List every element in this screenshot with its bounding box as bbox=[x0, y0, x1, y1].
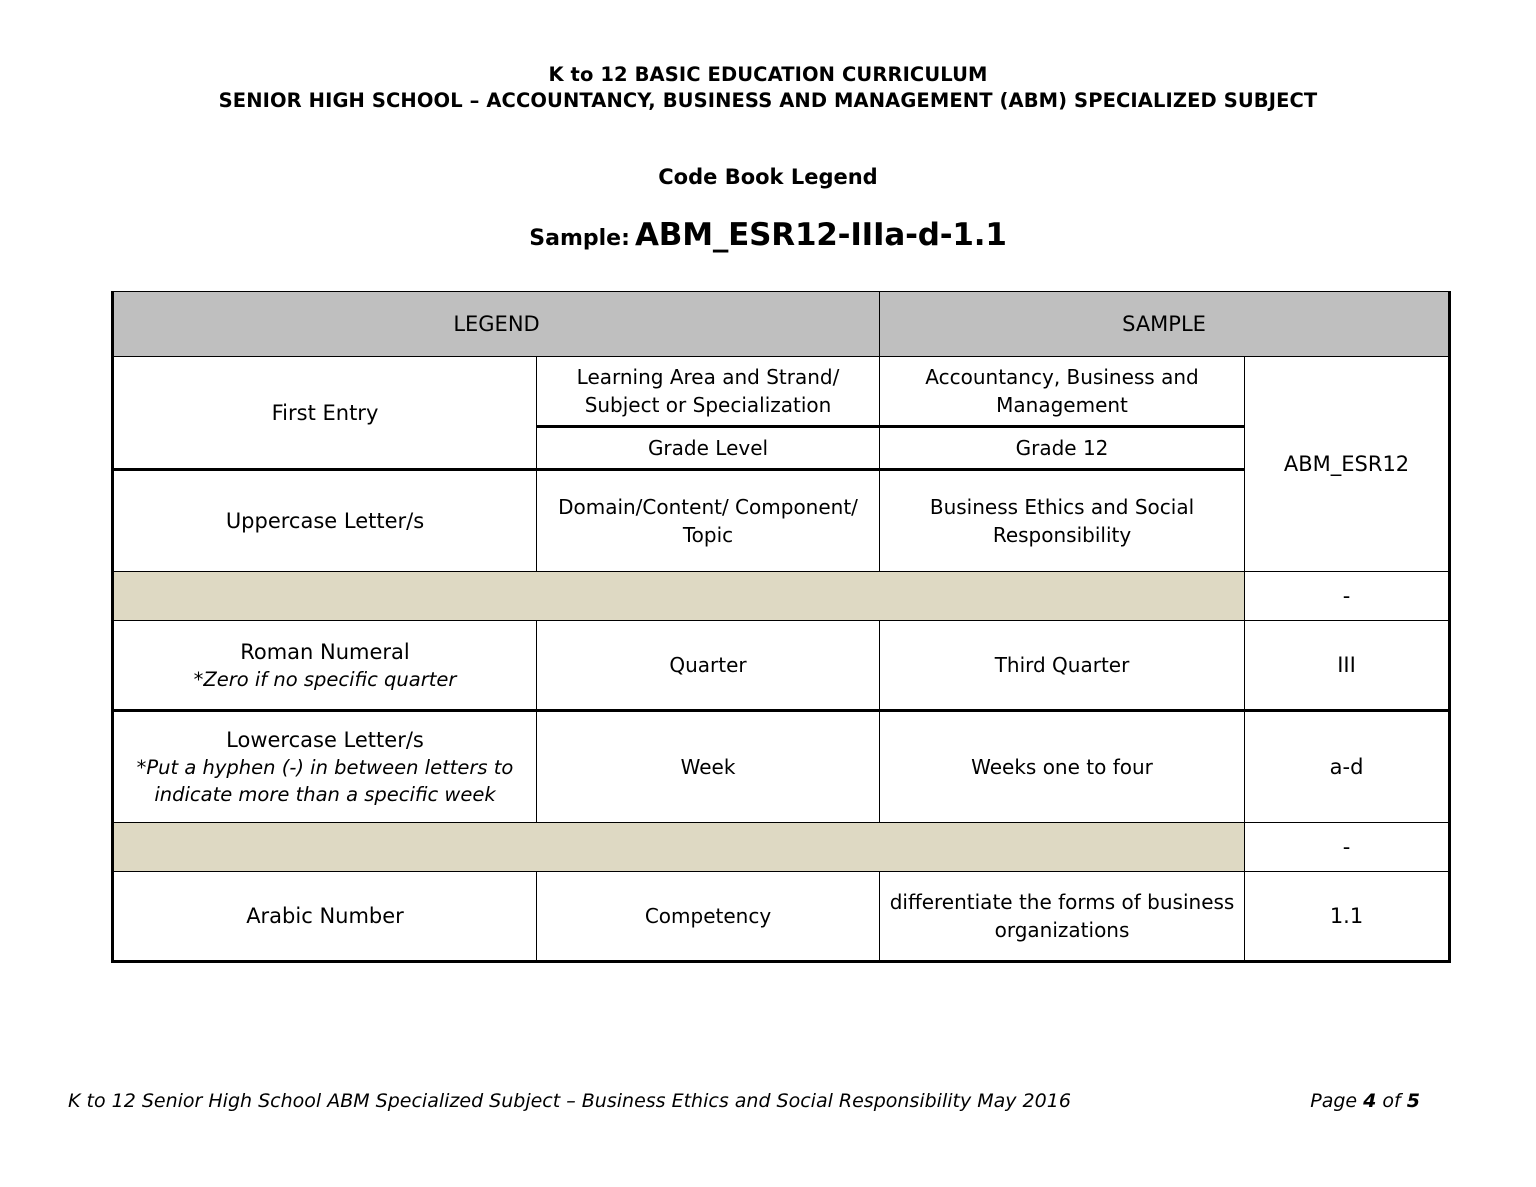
sample-value-competency: differentiate the forms of business organizations bbox=[880, 872, 1245, 962]
row-label-first-entry: First Entry bbox=[113, 357, 537, 470]
column-header-sample: SAMPLE bbox=[880, 292, 1450, 357]
legend-desc-domain-content: Domain/Content/ Component/ Topic bbox=[537, 470, 880, 572]
row-label-lowercase-letters bbox=[113, 711, 537, 823]
sample-code: ABM_ESR12-IIIa-d-1.1 bbox=[635, 217, 1007, 253]
page-title: Code Book Legend bbox=[658, 165, 878, 189]
table-row bbox=[113, 711, 1450, 823]
legend-desc-learning-area: Learning Area and Strand/ Subject or Specialization bbox=[537, 357, 880, 427]
row-note-lowercase-letters: *Put a hyphen (-) in between letters to indicate more than a specific week bbox=[136, 756, 514, 806]
footer-source-text: K to 12 Senior High School ABM Specialized Subject – Business Ethics and Social Responsibility May 2016 bbox=[68, 1090, 1071, 1112]
footer-page-total: 5 bbox=[1406, 1090, 1420, 1112]
sample-label: Sample: bbox=[529, 226, 630, 251]
footer-page-of: of bbox=[1376, 1090, 1407, 1112]
row-label-roman-numeral bbox=[113, 621, 537, 711]
sample-value-grade-level: Grade 12 bbox=[880, 427, 1245, 470]
row-label-roman-numeral-text: Roman Numeral bbox=[240, 639, 410, 664]
row-label-lowercase-letters-text: Lowercase Letter/s bbox=[226, 728, 424, 752]
table-row bbox=[113, 357, 1450, 427]
separator-fill-1 bbox=[113, 572, 1245, 621]
document-header bbox=[0, 62, 1536, 114]
sample-line bbox=[0, 215, 1536, 260]
row-label-arabic-number: Arabic Number bbox=[113, 872, 537, 962]
code-segment-hyphen-1: - bbox=[1245, 572, 1450, 621]
legend-desc-grade-level: Grade Level bbox=[537, 427, 880, 470]
sample-value-week: Weeks one to four bbox=[880, 711, 1245, 823]
table-separator-row bbox=[113, 572, 1450, 621]
code-segment-hyphen-2: - bbox=[1245, 823, 1450, 872]
code-segment-lowercase-letters: a-d bbox=[1245, 711, 1450, 823]
separator-fill-2 bbox=[113, 823, 1245, 872]
table-separator-row bbox=[113, 823, 1450, 872]
header-line-curriculum: K to 12 BASIC EDUCATION CURRICULUM bbox=[548, 63, 988, 86]
legend-table-container bbox=[111, 291, 1448, 963]
table-header-row bbox=[113, 292, 1450, 357]
row-label-uppercase-letters: Uppercase Letter/s bbox=[113, 470, 537, 572]
sample-value-quarter: Third Quarter bbox=[880, 621, 1245, 711]
code-segment-arabic-number: 1.1 bbox=[1245, 872, 1450, 962]
footer-page-number bbox=[1310, 1088, 1420, 1114]
code-segment-first-entry: ABM_ESR12 bbox=[1245, 357, 1450, 572]
row-note-roman-numeral: *Zero if no specific quarter bbox=[193, 667, 457, 691]
footer-page-prefix: Page bbox=[1310, 1090, 1364, 1112]
legend-desc-week: Week bbox=[537, 711, 880, 823]
sample-value-domain-content: Business Ethics and Social Responsibility bbox=[880, 470, 1245, 572]
code-book-legend-table bbox=[111, 291, 1451, 963]
column-header-legend: LEGEND bbox=[113, 292, 880, 357]
table-row bbox=[113, 872, 1450, 962]
sample-value-learning-area: Accountancy, Business and Management bbox=[880, 357, 1245, 427]
header-line-track: SENIOR HIGH SCHOOL – ACCOUNTANCY, BUSINESS AND MANAGEMENT (ABM) SPECIALIZED SUBJECT bbox=[218, 89, 1318, 112]
footer-page-current: 4 bbox=[1363, 1090, 1377, 1112]
table-row bbox=[113, 621, 1450, 711]
document-footer bbox=[68, 1088, 1420, 1114]
legend-desc-quarter: Quarter bbox=[537, 621, 880, 711]
code-segment-roman-numeral: III bbox=[1245, 621, 1450, 711]
legend-desc-competency: Competency bbox=[537, 872, 880, 962]
